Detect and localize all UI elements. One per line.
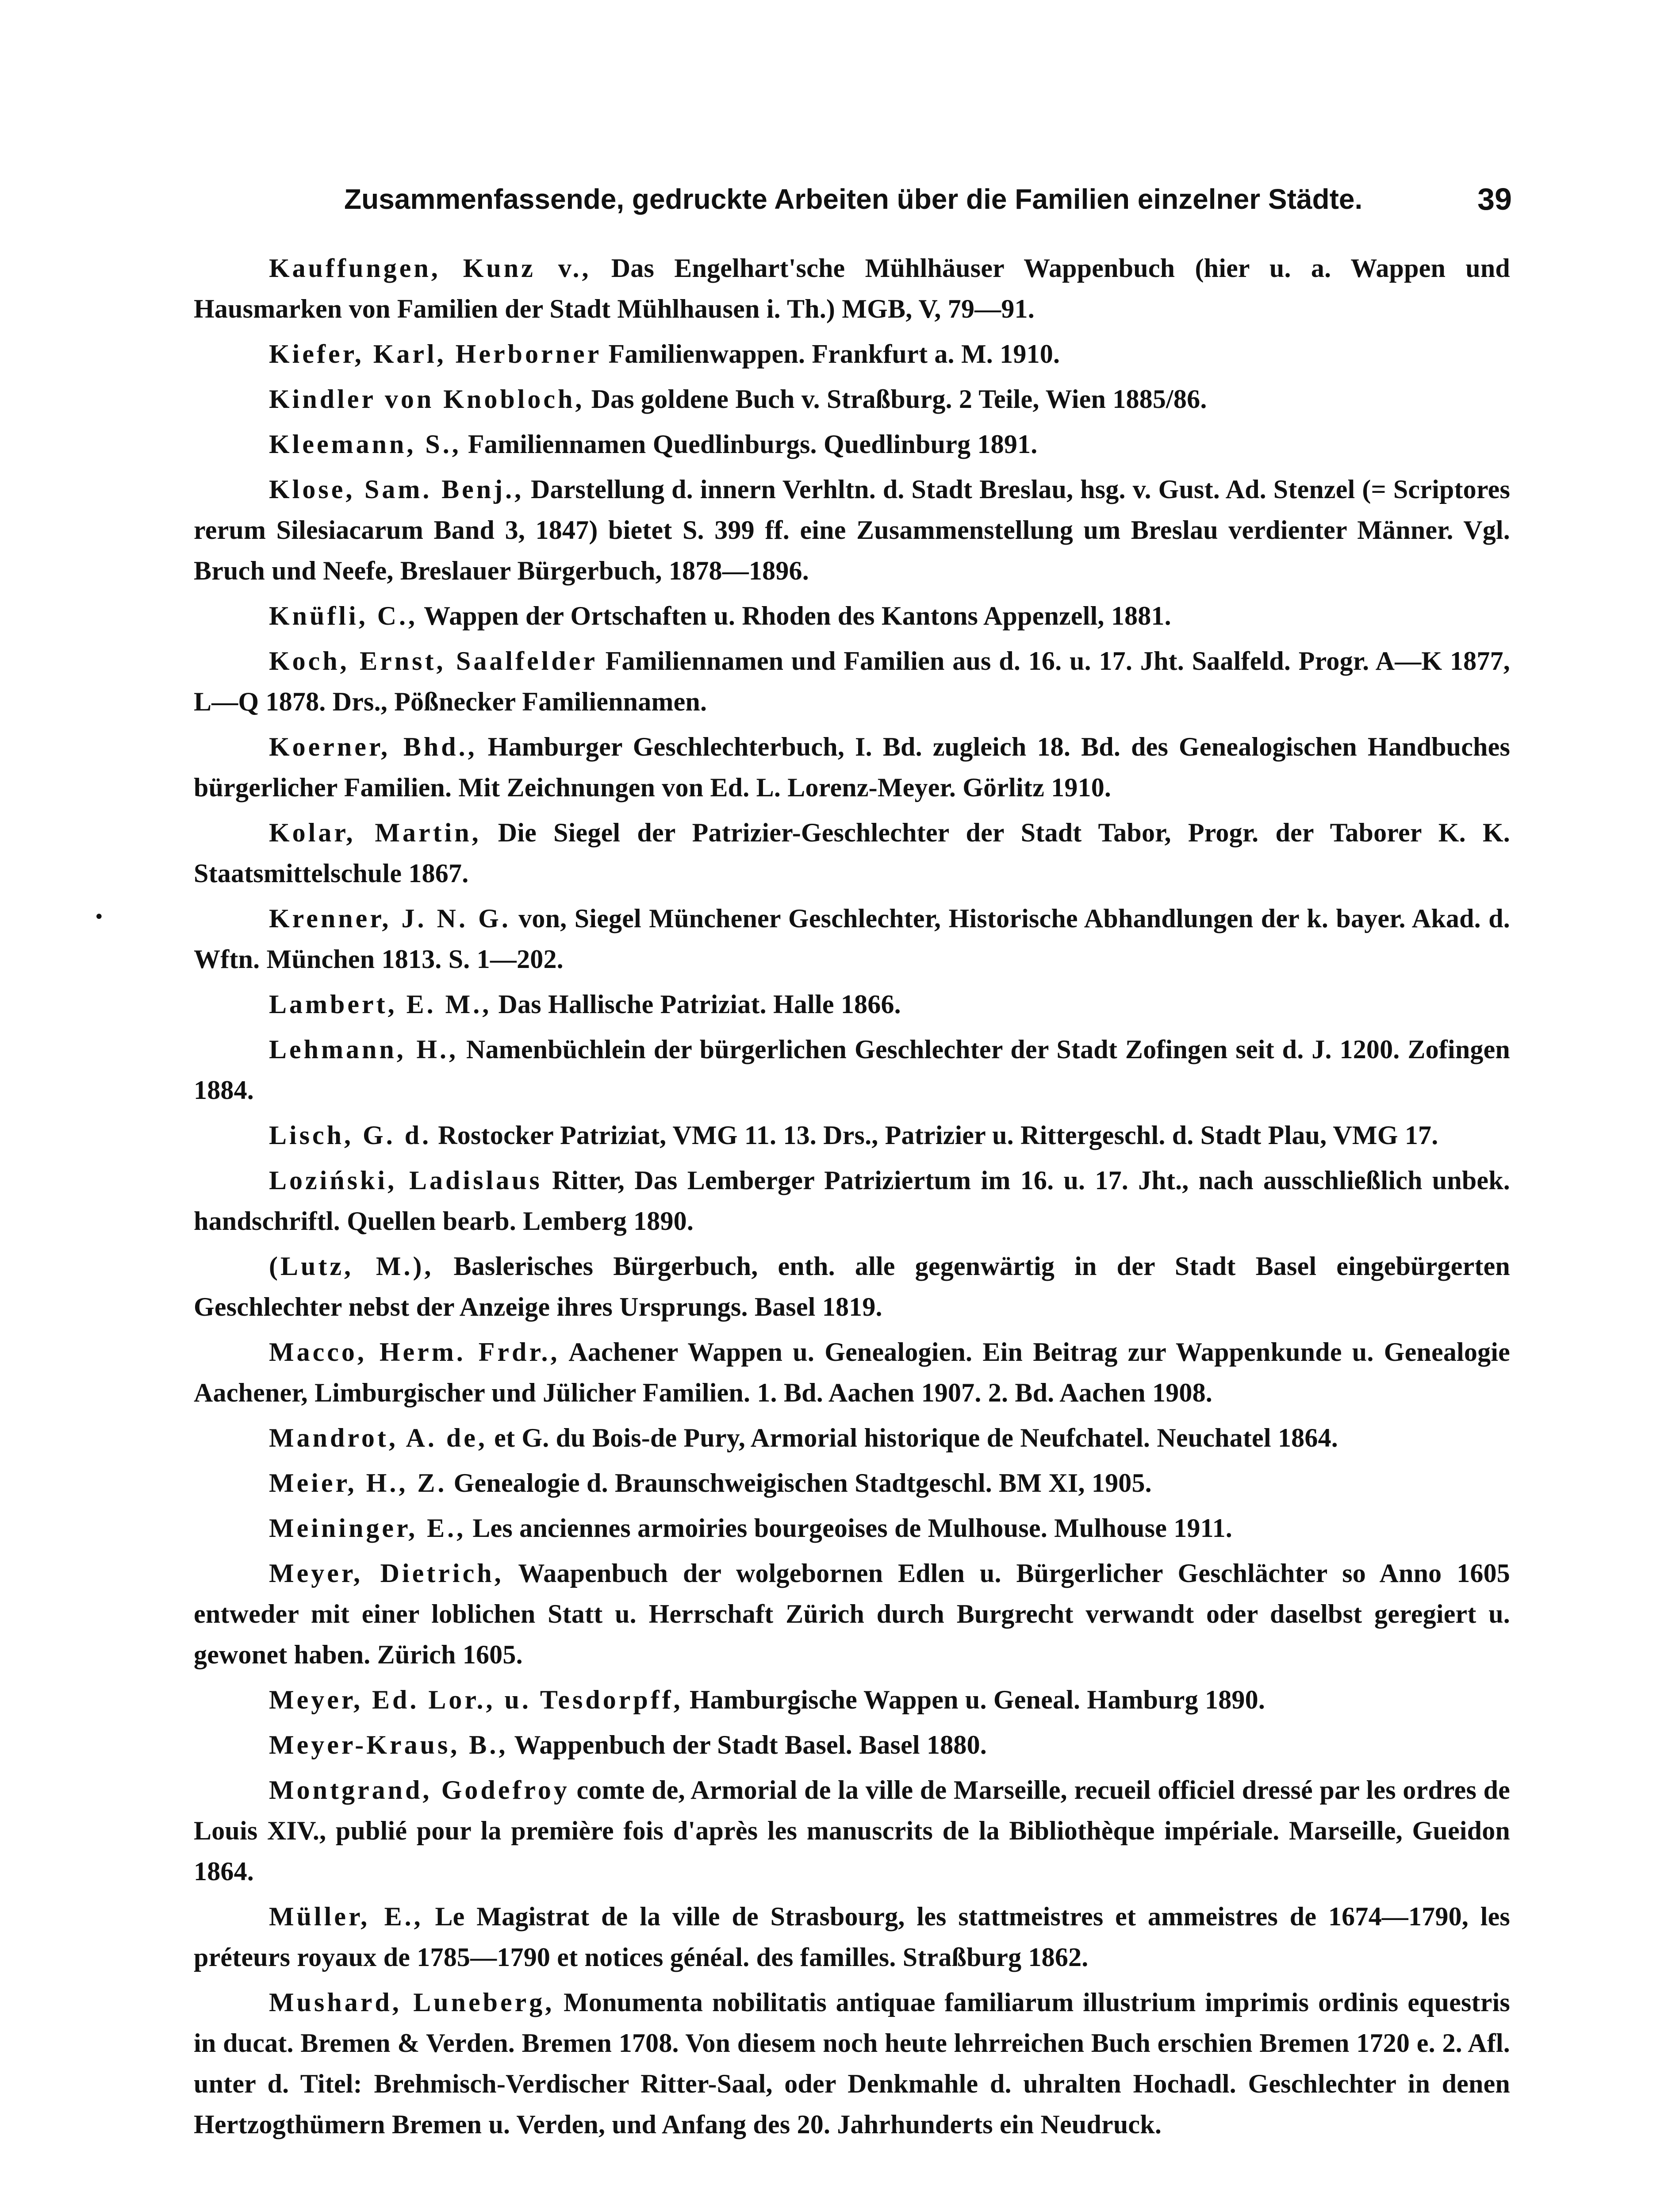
entry-text: comte de, Armorial de la ville de Marseille, recueil officiel dressé par les ordres de Louis XIV., publié pour la première fois d'après les manuscrits de la Bibliothèque impériale. Marseille, Gueidon 1864. <box>194 1775 1510 1886</box>
entry-author: Kleemann, S., <box>269 430 461 459</box>
bib-entry-meyer-dietrich <box>194 1553 1510 1675</box>
entry-text: Les anciennes armoiries bourgeoises de Mulhouse. Mulhouse 1911. <box>466 1513 1232 1543</box>
entry-author: Mushard, Luneberg, <box>269 1988 555 2017</box>
entry-text: Die Siegel der Patrizier-Geschlechter der Stadt Tabor, Progr. der Taborer K. K. Staatsmittelschule 1867. <box>194 818 1510 888</box>
running-header <box>344 175 1512 223</box>
bibliography-list <box>194 248 1510 2149</box>
entry-author: Montgrand, Godefroy <box>269 1775 570 1805</box>
entry-author: Kiefer, Karl, Herborner <box>269 339 602 369</box>
entry-author: Mandrot, A. de, <box>269 1423 487 1452</box>
bib-entry-macco <box>194 1332 1510 1413</box>
entry-text: Hamburgische Wappen u. Geneal. Hamburg 1890. <box>683 1685 1266 1714</box>
bib-entry-mueller <box>194 1896 1510 1978</box>
entry-author: Müller, E., <box>269 1902 423 1931</box>
bib-entry-kolar <box>194 812 1510 894</box>
bib-entry-kleemann <box>194 424 1510 465</box>
entry-text: Darstellung d. innern Verhltn. d. Stadt Breslau, hsg. v. Gust. Ad. Stenzel (= Scriptores rerum Silesiacarum Band 3, 1847) bietet S. 399 ff. eine Zusammenstellung um Breslau verdienter Männer. Vgl. Bruch und Neefe, Breslauer Bürgerbuch, 1878—1896. <box>194 475 1511 585</box>
entry-author: Kolar, Martin, <box>269 818 481 847</box>
bib-entry-klose <box>194 469 1510 591</box>
entry-text: Familienwappen. Frankfurt a. M. 1910. <box>602 339 1060 369</box>
bib-entry-lambert <box>194 984 1510 1025</box>
entry-author: Lambert, E. M., <box>269 990 492 1019</box>
entry-author: Koch, Ernst, Saalfelder <box>269 646 598 676</box>
bib-entry-mushard <box>194 1982 1510 2145</box>
entry-author: Meyer, Ed. Lor., u. Tesdorpff, <box>269 1685 683 1714</box>
entry-text: Wappenbuch der Stadt Basel. Basel 1880. <box>508 1730 987 1759</box>
entry-text: Das Hallische Patriziat. Halle 1866. <box>491 990 901 1019</box>
entry-text: Namenbüchlein der bürgerlichen Geschlechter der Stadt Zofingen seit d. J. 1200. Zofingen 1884. <box>194 1035 1510 1105</box>
entry-text: Waapenbuch der wolgebornen Edlen u. Bürgerlicher Geschlächter so Anno 1605 entweder mit einer loblichen Statt u. Herrschaft Zürich durch Burgrecht verwandt oder daselbst geregiert u. gewonet haben. Zürich 1605. <box>194 1559 1510 1669</box>
entry-text: Familiennamen und Familien aus d. 16. u. 17. Jht. Saalfeld. Progr. A—K 1877, L—Q 1878. Drs., Pößnecker Familiennamen. <box>194 646 1510 716</box>
bib-entry-lozinski <box>194 1160 1510 1241</box>
entry-text: Das Engelhart'sche Mühlhäuser Wappenbuch (hier u. a. Wappen und Hausmarken von Familien der Stadt Mühlhausen i. Th.) MGB, V, 79—91. <box>194 253 1510 323</box>
entry-author: Knüfli, C., <box>269 601 418 630</box>
entry-author: Koerner, Bhd., <box>269 732 477 761</box>
bib-entry-meyer-tesdorpff <box>194 1679 1510 1720</box>
entry-text: von, Siegel Münchener Geschlechter, Historische Abhandlungen der k. bayer. Akad. d. Wftn. München 1813. S. 1—202. <box>194 904 1510 974</box>
entry-text: Le Magistrat de la ville de Strasbourg, les stattmeistres et ammeistres de 1674—1790, les préteurs royaux de 1785—1790 et notices généal. des familles. Straßburg 1862. <box>194 1902 1510 1972</box>
bib-entry-krenner <box>194 898 1510 979</box>
entry-author: Meininger, E., <box>269 1513 466 1543</box>
entry-text: Ritter, Das Lemberger Patriziertum im 16. u. 17. Jht., nach ausschließlich unbek. handschriftl. Quellen bearb. Lemberg 1890. <box>194 1166 1511 1236</box>
entry-author: (Lutz, M.), <box>269 1252 434 1281</box>
bib-entry-koch <box>194 641 1510 722</box>
bib-entry-meier <box>194 1463 1510 1503</box>
entry-author: Lehmann, H., <box>269 1035 459 1064</box>
bib-entry-lehmann <box>194 1029 1510 1110</box>
bib-entry-kauffungen <box>194 248 1510 329</box>
entry-author: Macco, Herm. Frdr., <box>269 1337 560 1367</box>
entry-text: Aachener Wappen u. Genealogien. Ein Beitrag zur Wappenkunde u. Genealogie Aachener, Limburgischer und Jülicher Familien. 1. Bd. Aachen 1907. 2. Bd. Aachen 1908. <box>194 1337 1510 1407</box>
entry-author: Klose, Sam. Benj., <box>269 475 524 504</box>
bib-entry-kindler <box>194 379 1510 419</box>
entry-author: Lisch, G. d. <box>269 1121 432 1150</box>
entry-text: Hamburger Geschlechterbuch, I. Bd. zugleich 18. Bd. des Genealogischen Handbuches bürgerlicher Familien. Mit Zeichnungen von Ed. L. Lorenz-Meyer. Görlitz 1910. <box>194 732 1511 802</box>
entry-author: Meyer, Dietrich, <box>269 1559 504 1588</box>
entry-text: Wappen der Ortschaften u. Rhoden des Kantons Appenzell, 1881. <box>418 601 1171 630</box>
entry-author: Kauffungen, Kunz v., <box>269 253 591 283</box>
page-number: 39 <box>1477 182 1512 216</box>
entry-text: Genealogie d. Braunschweigischen Stadtgeschl. BM XI, 1905. <box>447 1468 1152 1498</box>
entry-author: Meyer-Kraus, B., <box>269 1730 508 1759</box>
bib-entry-lutz <box>194 1246 1510 1327</box>
bib-entry-knuefli <box>194 595 1510 636</box>
running-title: Zusammenfassende, gedruckte Arbeiten über die Familien einzelner Städte. <box>344 183 1363 215</box>
entry-text: Baslerisches Bürgerbuch, enth. alle gegenwärtig in der Stadt Basel eingebürgerten Geschlechter nebst der Anzeige ihres Ursprungs. Basel 1819. <box>194 1252 1510 1321</box>
entry-text: Monumenta nobilitatis antiquae familiarum illustrium imprimis ordinis equestris in ducat. Bremen & Verden. Bremen 1708. Von diesem noch heute lehrreichen Buch erschien Bremen 1720 e. 2. Afl. unter d. Titel: Brehmisch-Verdischer Ritter-Saal, oder Denkmahle d. uhralten Hochadl. Geschlechter in denen Hertzogthümern Bremen u. Verden, und Anfang des 20. Jahrhunderts ein Neudruck. <box>194 1988 1510 2139</box>
bib-entry-koerner <box>194 726 1510 808</box>
bib-entry-mandrot <box>194 1417 1510 1458</box>
bib-entry-kiefer <box>194 334 1510 374</box>
bib-entry-montgrand <box>194 1770 1510 1892</box>
entry-text: Rostocker Patriziat, VMG 11. 13. Drs., Patrizier u. Rittergeschl. d. Stadt Plau, VMG 17. <box>431 1121 1438 1150</box>
bib-entry-meininger <box>194 1508 1510 1548</box>
entry-author: Krenner, J. N. G. <box>269 904 511 933</box>
entry-text: Das goldene Buch v. Straßburg. 2 Teile, Wien 1885/86. <box>584 384 1207 414</box>
bib-entry-lisch <box>194 1115 1510 1156</box>
entry-author: Loziński, Ladislaus <box>269 1166 542 1195</box>
bib-entry-meyer-kraus <box>194 1724 1510 1765</box>
entry-author: Meier, H., Z. <box>269 1468 447 1498</box>
entry-author: Kindler von Knobloch, <box>269 384 585 414</box>
stray-ink-mark: • <box>94 907 104 927</box>
entry-text: et G. du Bois-de Pury, Armorial historique de Neufchatel. Neuchatel 1864. <box>487 1423 1338 1452</box>
entry-text: Familiennamen Quedlinburgs. Quedlinburg 1891. <box>461 430 1038 459</box>
